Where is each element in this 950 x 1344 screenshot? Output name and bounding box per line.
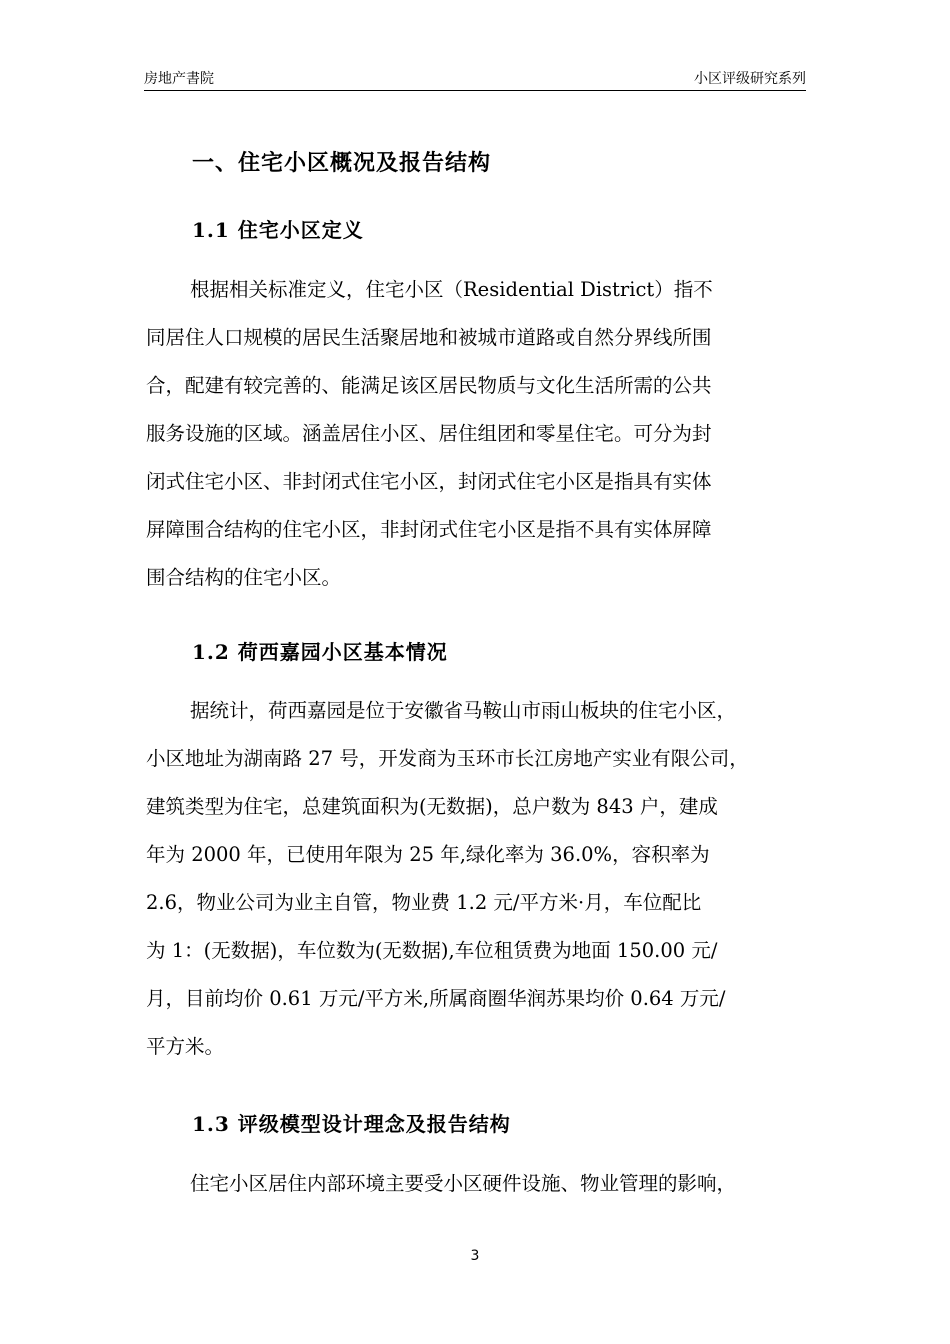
chapter-heading: 一、住宅小区概况及报告结构 bbox=[192, 150, 492, 176]
paragraph-line: 年为 2000 年，已使用年限为 25 年,绿化率为 36.0%，容积率为 bbox=[146, 843, 710, 866]
paragraph-line: 屏障围合结构的住宅小区，非封闭式住宅小区是指不具有实体屏障 bbox=[146, 518, 712, 541]
page-header bbox=[144, 66, 806, 91]
paragraph-line: 合，配建有较完善的、能满足该区居民物质与文化生活所需的公共 bbox=[146, 374, 712, 397]
header-publisher: 房地产書院 bbox=[144, 71, 214, 87]
paragraph-line: 为 1：(无数据)，车位数为(无数据),车位租赁费为地面 150.00 元/ bbox=[146, 939, 718, 962]
paragraph-line: 闭式住宅小区、非封闭式住宅小区，封闭式住宅小区是指具有实体 bbox=[146, 470, 712, 493]
paragraph-line: 据统计，荷西嘉园是位于安徽省马鞍山市雨山板块的住宅小区， bbox=[190, 699, 737, 722]
paragraph-line: 围合结构的住宅小区。 bbox=[146, 566, 342, 589]
paragraph-line: 建筑类型为住宅，总建筑面积为(无数据)，总户数为 843 户，建成 bbox=[146, 795, 718, 818]
paragraph-line: 2.6，物业公司为业主自管，物业费 1.2 元/平方米·月，车位配比 bbox=[146, 891, 702, 914]
header-series-title: 小区评级研究系列 bbox=[694, 71, 806, 87]
section-heading-1-1: 1.1 住宅小区定义 bbox=[192, 218, 364, 242]
paragraph-line: 同居住人口规模的居民生活聚居地和被城市道路或自然分界线所围 bbox=[146, 326, 712, 349]
section-heading-1-3: 1.3 评级模型设计理念及报告结构 bbox=[192, 1112, 511, 1136]
section-heading-1-2: 1.2 荷西嘉园小区基本情况 bbox=[192, 640, 448, 664]
paragraph-line: 根据相关标准定义，住宅小区（Residential District）指不 bbox=[190, 278, 713, 301]
paragraph-line: 服务设施的区域。涵盖居住小区、居住组团和零星住宅。可分为封 bbox=[146, 422, 712, 445]
paragraph-line: 平方米。 bbox=[146, 1035, 225, 1058]
paragraph-line: 小区地址为湖南路 27 号，开发商为玉环市长江房地产实业有限公司， bbox=[146, 747, 749, 770]
page-number: 3 bbox=[470, 1248, 480, 1264]
paragraph-line: 住宅小区居住内部环境主要受小区硬件设施、物业管理的影响， bbox=[190, 1172, 737, 1195]
paragraph-line: 月，目前均价 0.61 万元/平方米,所属商圈华润苏果均价 0.64 万元/ bbox=[146, 987, 726, 1010]
